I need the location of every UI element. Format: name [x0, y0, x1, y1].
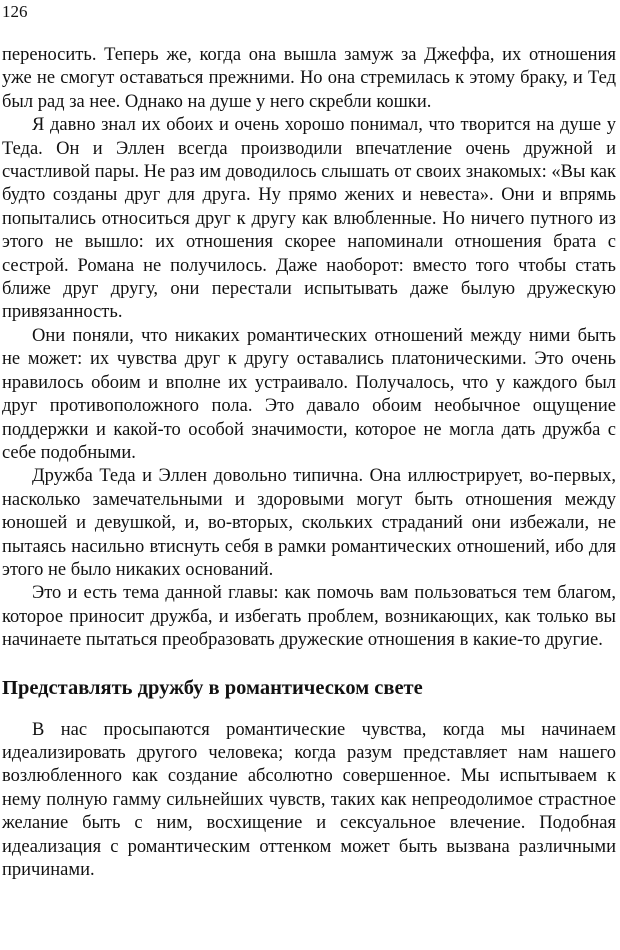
paragraph-2: Я давно знал их обоих и очень хорошо понимал, что творится на душе у Теда. Он и Эллен всегда производили впечатление очень дружной и счастливой пары. Не раз им доводилось слышать от своих знакомых: «Вы как будто созданы друг для друга. Ну прямо жених и невеста». Они и впрямь попытались относиться друг к другу как влюбленные. Но ничего путного из этого не вышло: их отношения скорее напоминали отношения брата с сестрой. Романа не получилось. Даже наоборот: вместо того чтобы стать ближе друг другу, они перестали испытывать даже былую дружескую привязанность.	[2, 115, 616, 323]
section-heading: Представлять дружбу в романтическом свете	[2, 676, 423, 699]
paragraph-3: Они поняли, что никаких романтических отношений между ними быть не может: их чувства друг к другу оставались платоническими. Это очень нравилось обоим и вполне их устраивало. Получалось, что у каждого был друг противоположного пола. Это давало обоим необычное ощущение поддержки и какой-то особой значимости, которое не могла дать дружба с себе подобными.	[2, 325, 616, 463]
text-column	[2, 44, 616, 882]
paragraph-1: переносить. Теперь же, когда она вышла замуж за Джеффа, их отношения уже не смогут оставаться прежними. Но она стремилась к этому браку, и Тед был рад за нее. Однако на душе у него скребли кошки.	[2, 45, 616, 112]
paragraph-5: Это и есть тема данной главы: как помочь вам пользоваться тем благом, которое приносит дружба, и избегать проблем, возникающих, как только вы начинаете пытаться преобразовать дружеские отношения в какие-то другие.	[2, 583, 616, 651]
paragraph-4: Дружба Теда и Эллен довольно типична. Она иллюстрирует, во-первых, насколько замечательными и здоровыми могут быть отношения между юношей и девушкой, и, во-вторых, скольких страданий они избежали, не пытаясь насильно втиснуть себя в рамки романтических отношений, ибо для этого не было никаких оснований.	[2, 466, 616, 580]
section-paragraph-1: В нас просыпаются романтические чувства, когда мы начинаем идеализировать другого человека; когда разум представляет нам нашего возлюбленного как создание абсолютно совершенное. Мы испытываем к нему полную гамму сильнейших чувств, таких как непреодолимое страстное желание быть с ним, восхищение и сексуальное влечение. Подобная идеализация с романтическим оттенком может быть вызвана различными причинами.	[2, 719, 616, 880]
page-number: 126	[2, 2, 28, 21]
